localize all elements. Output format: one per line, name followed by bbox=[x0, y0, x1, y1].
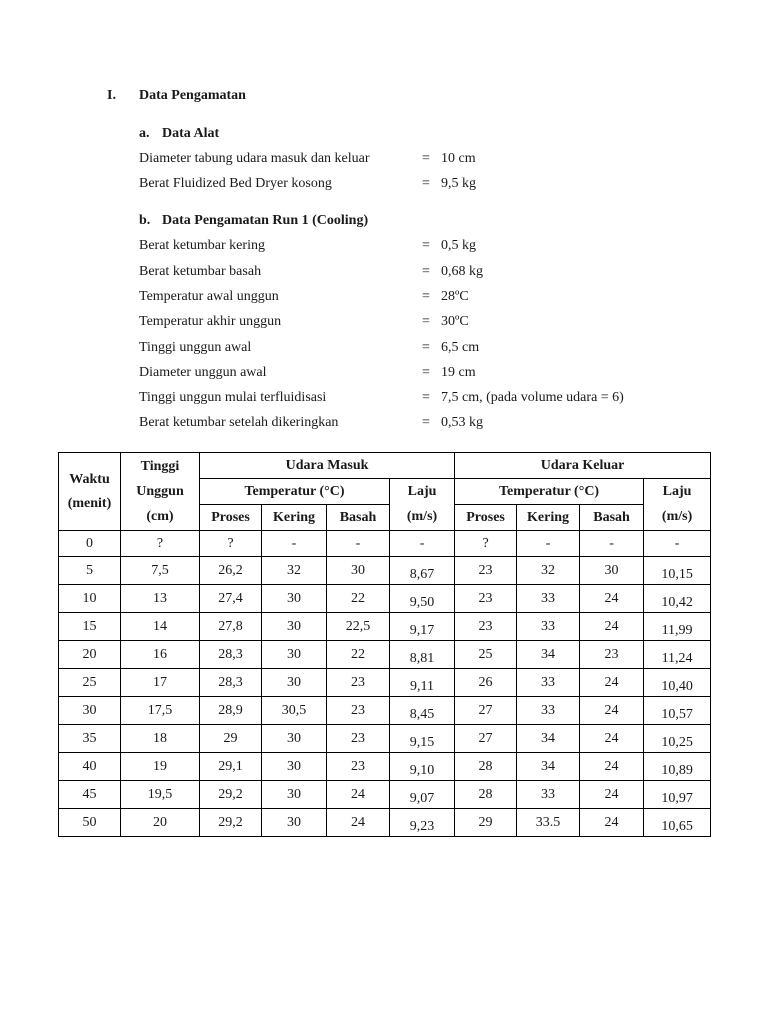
cell-suhu-proses-masuk: 28,9 bbox=[200, 697, 262, 725]
cell-suhu-proses-masuk: 28,3 bbox=[200, 669, 262, 697]
cell-suhu-proses-masuk: 29,1 bbox=[200, 753, 262, 781]
cell-waktu: 45 bbox=[59, 781, 121, 809]
cell-tinggi: 16 bbox=[121, 641, 200, 669]
cell-suhu-kering-keluar: 33 bbox=[517, 781, 580, 809]
header-kering-keluar: Kering bbox=[517, 505, 580, 531]
sub-a-title: Data Alat bbox=[162, 126, 220, 141]
cell-tinggi: 13 bbox=[121, 585, 200, 613]
cell-tinggi: 18 bbox=[121, 725, 200, 753]
cell-suhu-basah-masuk: 24 bbox=[327, 781, 390, 809]
kv-value: 10 cm bbox=[441, 151, 476, 166]
table-row bbox=[59, 613, 711, 641]
header-udara-keluar: Udara Keluar bbox=[455, 453, 711, 479]
cell-tinggi: 7,5 bbox=[121, 557, 200, 585]
cell-suhu-basah-keluar: 24 bbox=[580, 613, 644, 641]
kv-value: 0,68 kg bbox=[441, 264, 483, 279]
kv-equals: = bbox=[422, 238, 430, 253]
cell-suhu-proses-keluar: 23 bbox=[455, 557, 517, 585]
cell-suhu-basah-keluar: - bbox=[580, 531, 644, 557]
header-basah-keluar: Basah bbox=[580, 505, 644, 531]
cell-suhu-basah-keluar: 23 bbox=[580, 641, 644, 669]
cell-suhu-basah-masuk: 22 bbox=[327, 585, 390, 613]
cell-laju-masuk: 8,81 bbox=[390, 641, 455, 669]
cell-laju-keluar: 10,25 bbox=[644, 725, 711, 753]
cell-suhu-proses-masuk: 29 bbox=[200, 725, 262, 753]
cell-tinggi: 20 bbox=[121, 809, 200, 837]
table-row bbox=[59, 531, 711, 557]
cell-laju-keluar: 10,57 bbox=[644, 697, 711, 725]
cell-suhu-basah-masuk: 22,5 bbox=[327, 613, 390, 641]
cell-suhu-basah-masuk: 23 bbox=[327, 669, 390, 697]
cell-suhu-basah-masuk: 23 bbox=[327, 697, 390, 725]
header-waktu-unit: (menit) bbox=[67, 495, 112, 511]
kv-label: Berat ketumbar basah bbox=[139, 264, 262, 279]
cell-suhu-kering-masuk: 30 bbox=[262, 585, 327, 613]
kv-equals: = bbox=[422, 289, 430, 304]
cell-suhu-proses-masuk: 27,8 bbox=[200, 613, 262, 641]
header-temperatur-masuk: Temperatur (°C) bbox=[200, 479, 390, 505]
cell-suhu-basah-masuk: 30 bbox=[327, 557, 390, 585]
cell-suhu-kering-masuk: 30,5 bbox=[262, 697, 327, 725]
table-row bbox=[59, 809, 711, 837]
table-row bbox=[59, 753, 711, 781]
cell-suhu-proses-keluar: 29 bbox=[455, 809, 517, 837]
cell-suhu-proses-keluar: ? bbox=[455, 531, 517, 557]
header-kering-masuk: Kering bbox=[262, 505, 327, 531]
kv-value: 7,5 cm, (pada volume udara = 6) bbox=[441, 390, 624, 405]
table-row bbox=[59, 585, 711, 613]
cell-suhu-proses-masuk: 27,4 bbox=[200, 585, 262, 613]
cell-suhu-kering-keluar: 34 bbox=[517, 641, 580, 669]
table-row bbox=[59, 725, 711, 753]
cell-suhu-proses-keluar: 27 bbox=[455, 725, 517, 753]
cell-waktu: 40 bbox=[59, 753, 121, 781]
table-row bbox=[59, 781, 711, 809]
kv-label: Berat ketumbar setelah dikeringkan bbox=[139, 415, 339, 430]
cell-laju-masuk: 9,17 bbox=[390, 613, 455, 641]
cell-suhu-kering-masuk: 32 bbox=[262, 557, 327, 585]
cell-suhu-kering-masuk: - bbox=[262, 531, 327, 557]
table-row bbox=[59, 641, 711, 669]
cell-laju-keluar: 10,42 bbox=[644, 585, 711, 613]
cell-suhu-proses-keluar: 28 bbox=[455, 781, 517, 809]
kv-label: Temperatur akhir unggun bbox=[139, 314, 282, 329]
cell-suhu-basah-keluar: 24 bbox=[580, 697, 644, 725]
cell-suhu-kering-keluar: 33 bbox=[517, 697, 580, 725]
header-temperatur-keluar: Temperatur (°C) bbox=[455, 479, 644, 505]
cell-laju-keluar: 10,65 bbox=[644, 809, 711, 837]
header-proses-masuk: Proses bbox=[200, 505, 262, 531]
cell-suhu-kering-keluar: - bbox=[517, 531, 580, 557]
cell-suhu-proses-keluar: 23 bbox=[455, 585, 517, 613]
cell-tinggi: 19,5 bbox=[121, 781, 200, 809]
table-body bbox=[59, 531, 711, 837]
header-waktu-label: Waktu bbox=[69, 471, 110, 487]
header-tinggi-unit: (cm) bbox=[146, 508, 174, 524]
header-tinggi-unggun bbox=[121, 453, 200, 531]
kv-value: 0,53 kg bbox=[441, 415, 483, 430]
kv-value: 30ºC bbox=[441, 314, 469, 329]
kv-equals: = bbox=[422, 365, 430, 380]
kv-label: Tinggi unggun mulai terfluidisasi bbox=[139, 390, 327, 405]
header-laju-label: Laju bbox=[407, 484, 437, 499]
cell-suhu-proses-keluar: 26 bbox=[455, 669, 517, 697]
cell-tinggi: 19 bbox=[121, 753, 200, 781]
observation-table bbox=[58, 452, 711, 837]
cell-suhu-basah-masuk: 23 bbox=[327, 725, 390, 753]
table-row bbox=[59, 557, 711, 585]
cell-laju-keluar: 10,97 bbox=[644, 781, 711, 809]
section-title: Data Pengamatan bbox=[139, 88, 246, 103]
cell-suhu-kering-masuk: 30 bbox=[262, 809, 327, 837]
cell-suhu-proses-masuk: 29,2 bbox=[200, 809, 262, 837]
section-number: I. bbox=[107, 88, 116, 103]
header-waktu bbox=[59, 453, 121, 531]
cell-suhu-basah-keluar: 24 bbox=[580, 809, 644, 837]
cell-suhu-basah-masuk: 22 bbox=[327, 641, 390, 669]
cell-suhu-proses-masuk: 29,2 bbox=[200, 781, 262, 809]
cell-laju-keluar: 10,89 bbox=[644, 753, 711, 781]
cell-suhu-basah-keluar: 24 bbox=[580, 753, 644, 781]
cell-suhu-basah-keluar: 24 bbox=[580, 585, 644, 613]
cell-laju-masuk: 9,10 bbox=[390, 753, 455, 781]
cell-suhu-proses-masuk: 28,3 bbox=[200, 641, 262, 669]
cell-suhu-kering-keluar: 33 bbox=[517, 613, 580, 641]
cell-waktu: 0 bbox=[59, 531, 121, 557]
cell-suhu-proses-keluar: 27 bbox=[455, 697, 517, 725]
cell-suhu-kering-keluar: 33 bbox=[517, 669, 580, 697]
cell-laju-keluar: 11,24 bbox=[644, 641, 711, 669]
kv-equals: = bbox=[422, 390, 430, 405]
kv-value: 28ºC bbox=[441, 289, 469, 304]
cell-suhu-basah-masuk: - bbox=[327, 531, 390, 557]
sub-b-title: Data Pengamatan Run 1 (Cooling) bbox=[162, 213, 369, 228]
cell-suhu-proses-masuk: ? bbox=[200, 531, 262, 557]
cell-suhu-kering-masuk: 30 bbox=[262, 753, 327, 781]
cell-laju-masuk: - bbox=[390, 531, 455, 557]
cell-waktu: 5 bbox=[59, 557, 121, 585]
cell-suhu-proses-masuk: 26,2 bbox=[200, 557, 262, 585]
cell-waktu: 10 bbox=[59, 585, 121, 613]
cell-suhu-basah-keluar: 24 bbox=[580, 725, 644, 753]
kv-equals: = bbox=[422, 176, 430, 191]
sub-b-letter: b. bbox=[139, 213, 151, 228]
header-laju-unit: (m/s) bbox=[661, 509, 693, 524]
header-laju-masuk bbox=[390, 479, 455, 531]
cell-suhu-kering-keluar: 34 bbox=[517, 725, 580, 753]
cell-suhu-basah-masuk: 23 bbox=[327, 753, 390, 781]
kv-value: 9,5 kg bbox=[441, 176, 476, 191]
cell-laju-masuk: 9,23 bbox=[390, 809, 455, 837]
cell-tinggi: ? bbox=[121, 531, 200, 557]
cell-tinggi: 17 bbox=[121, 669, 200, 697]
cell-suhu-basah-keluar: 24 bbox=[580, 781, 644, 809]
cell-laju-keluar: 11,99 bbox=[644, 613, 711, 641]
header-proses-keluar: Proses bbox=[455, 505, 517, 531]
kv-label: Diameter tabung udara masuk dan keluar bbox=[139, 151, 370, 166]
cell-tinggi: 17,5 bbox=[121, 697, 200, 725]
kv-equals: = bbox=[422, 314, 430, 329]
cell-waktu: 20 bbox=[59, 641, 121, 669]
cell-suhu-basah-keluar: 24 bbox=[580, 669, 644, 697]
cell-suhu-basah-keluar: 30 bbox=[580, 557, 644, 585]
kv-equals: = bbox=[422, 340, 430, 355]
kv-label: Diameter unggun awal bbox=[139, 365, 267, 380]
cell-waktu: 50 bbox=[59, 809, 121, 837]
cell-suhu-kering-masuk: 30 bbox=[262, 781, 327, 809]
kv-value: 19 cm bbox=[441, 365, 476, 380]
cell-suhu-kering-masuk: 30 bbox=[262, 613, 327, 641]
kv-value: 6,5 cm bbox=[441, 340, 480, 355]
header-tinggi-label: Tinggi bbox=[140, 458, 180, 474]
cell-suhu-kering-keluar: 33 bbox=[517, 585, 580, 613]
cell-laju-masuk: 9,07 bbox=[390, 781, 455, 809]
cell-laju-masuk: 9,50 bbox=[390, 585, 455, 613]
header-unggun-label: Unggun bbox=[136, 483, 184, 499]
cell-laju-masuk: 9,15 bbox=[390, 725, 455, 753]
cell-waktu: 15 bbox=[59, 613, 121, 641]
kv-label: Temperatur awal unggun bbox=[139, 289, 279, 304]
header-laju-unit: (m/s) bbox=[406, 509, 438, 524]
kv-value: 0,5 kg bbox=[441, 238, 476, 253]
cell-suhu-proses-keluar: 25 bbox=[455, 641, 517, 669]
cell-laju-keluar: - bbox=[644, 531, 711, 557]
sub-a-letter: a. bbox=[139, 126, 150, 141]
kv-equals: = bbox=[422, 415, 430, 430]
cell-tinggi: 14 bbox=[121, 613, 200, 641]
cell-suhu-kering-masuk: 30 bbox=[262, 725, 327, 753]
cell-waktu: 25 bbox=[59, 669, 121, 697]
cell-suhu-proses-keluar: 28 bbox=[455, 753, 517, 781]
cell-suhu-kering-keluar: 32 bbox=[517, 557, 580, 585]
cell-suhu-kering-masuk: 30 bbox=[262, 641, 327, 669]
cell-laju-masuk: 9,11 bbox=[390, 669, 455, 697]
kv-equals: = bbox=[422, 151, 430, 166]
cell-waktu: 30 bbox=[59, 697, 121, 725]
cell-laju-masuk: 8,67 bbox=[390, 557, 455, 585]
cell-suhu-proses-keluar: 23 bbox=[455, 613, 517, 641]
kv-label: Tinggi unggun awal bbox=[139, 340, 252, 355]
table-row bbox=[59, 669, 711, 697]
kv-label: Berat Fluidized Bed Dryer kosong bbox=[139, 176, 332, 191]
cell-laju-keluar: 10,15 bbox=[644, 557, 711, 585]
cell-suhu-kering-keluar: 34 bbox=[517, 753, 580, 781]
cell-suhu-kering-masuk: 30 bbox=[262, 669, 327, 697]
cell-suhu-kering-keluar: 33.5 bbox=[517, 809, 580, 837]
table-row bbox=[59, 697, 711, 725]
header-basah-masuk: Basah bbox=[327, 505, 390, 531]
header-udara-masuk: Udara Masuk bbox=[200, 453, 455, 479]
kv-label: Berat ketumbar kering bbox=[139, 238, 265, 253]
cell-suhu-basah-masuk: 24 bbox=[327, 809, 390, 837]
header-laju-keluar bbox=[644, 479, 711, 531]
cell-laju-keluar: 10,40 bbox=[644, 669, 711, 697]
kv-equals: = bbox=[422, 264, 430, 279]
header-laju-label: Laju bbox=[662, 484, 692, 499]
cell-waktu: 35 bbox=[59, 725, 121, 753]
cell-laju-masuk: 8,45 bbox=[390, 697, 455, 725]
